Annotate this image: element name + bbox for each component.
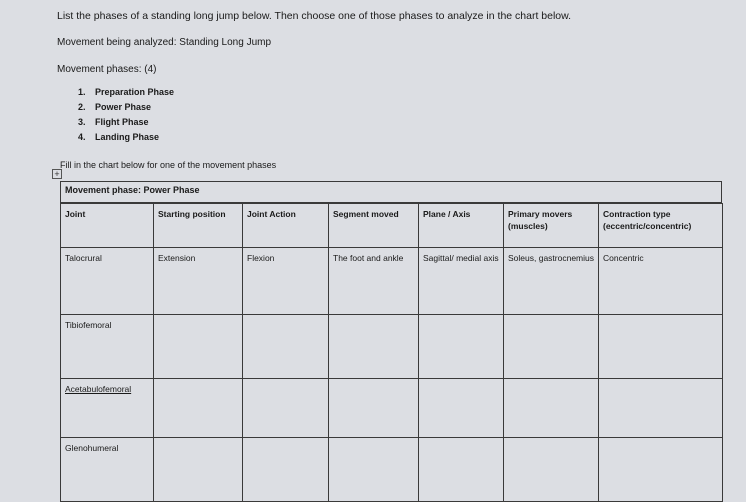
table-cell[interactable] [599,379,723,438]
list-item: 1. Preparation Phase [78,87,175,97]
table-cell[interactable] [243,315,329,379]
table-cell[interactable] [419,379,504,438]
table-row [61,379,723,438]
column-header: Primary movers (muscles) [504,204,599,248]
table-cell[interactable]: Glenohumeral [61,438,154,502]
table-cell[interactable] [329,379,419,438]
movement-analyzed-line: Movement being analyzed: Standing Long Jump [57,37,272,48]
joint-analysis-table [60,203,723,502]
table-cell[interactable] [419,315,504,379]
column-header: Contraction type (eccentric/concentric) [599,204,723,248]
table-cell[interactable]: Extension [154,248,243,315]
table-cell[interactable] [243,379,329,438]
movement-phases-line: Movement phases: (4) [57,64,157,75]
table-cell[interactable] [154,379,243,438]
instructions-line: List the phases of a standing long jump below. Then choose one of those phases to analyze in the chart below. [57,10,572,22]
list-item: 4. Landing Phase [78,132,160,142]
column-header: Plane / Axis [419,204,504,248]
column-header: Joint Action [243,204,329,248]
table-cell[interactable] [329,315,419,379]
table-move-handle-icon[interactable]: + [52,169,62,179]
table-cell[interactable] [599,438,723,502]
table-cell[interactable] [329,438,419,502]
table-cell[interactable] [504,438,599,502]
table-cell[interactable] [419,438,504,502]
table-cell[interactable] [243,438,329,502]
column-header: Starting position [154,204,243,248]
table-cell[interactable] [154,315,243,379]
table-row [61,438,723,502]
table-cell[interactable]: Tibiofemoral [61,315,154,379]
column-header: Joint [61,204,154,248]
list-item: 2. Power Phase [78,102,152,112]
table-cell[interactable] [61,379,154,438]
table-row [61,248,723,315]
table-cell[interactable] [504,315,599,379]
table-cell[interactable] [599,315,723,379]
table-cell[interactable] [504,379,599,438]
table-cell[interactable]: The foot and ankle [329,248,419,315]
table-cell[interactable]: Concentric [599,248,723,315]
column-header: Segment moved [329,204,419,248]
spellcheck-underlined-text: Acetabulofemoral [65,384,132,394]
table-header-row [61,204,723,248]
table-cell[interactable]: Talocrural [61,248,154,315]
analysis-chart [60,181,726,487]
fill-instructions: Fill in the chart below for one of the movement phases [60,160,277,170]
table-row [61,315,723,379]
table-cell[interactable]: Soleus, gastrocnemius [504,248,599,315]
table-cell[interactable]: Flexion [243,248,329,315]
list-item: 3. Flight Phase [78,117,149,127]
phase-list [78,85,174,145]
table-cell[interactable]: Sagittal/ medial axis [419,248,504,315]
movement-phase-header[interactable]: Movement phase: Power Phase [60,181,722,203]
table-cell[interactable] [154,438,243,502]
